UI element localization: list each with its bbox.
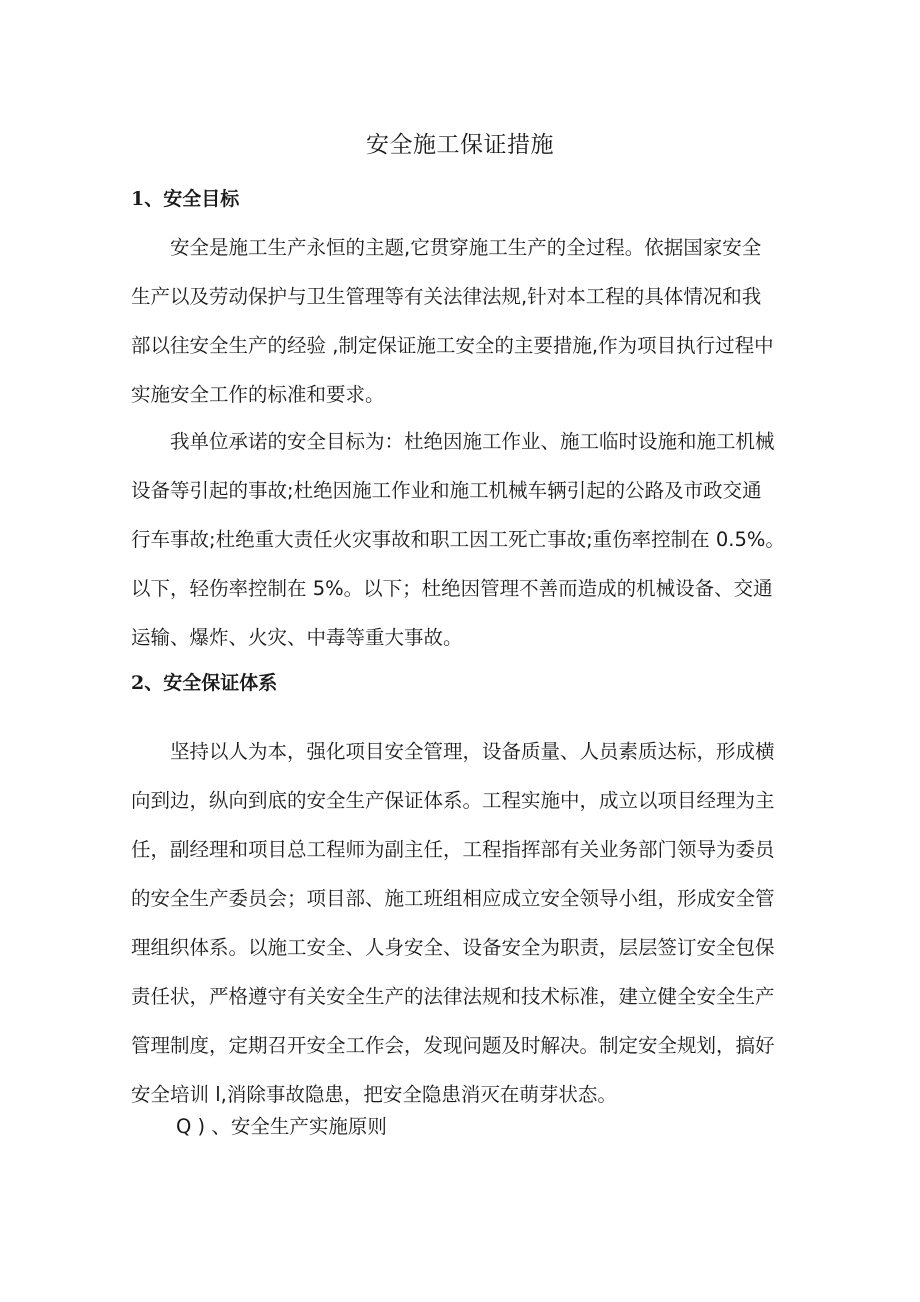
paragraph-line: 的安全生产委员会；项目部、施工班组相应成立安全领导小组，形成安全管 [131,887,775,910]
section-number: 1、 [131,188,164,210]
paragraph-line: 责任状，严格遵守有关安全生产的法律法规和技术标准，建立健全安全生产 [131,985,775,1008]
paragraph-line: 安全是施工生产永恒的主题,它贯穿施工生产的全过程。依据国家安全 [170,236,762,259]
paragraph-line: 设备等引起的事故;杜绝因施工作业和施工机械车辆引起的公路及市政交通 [131,479,762,502]
paragraph-safety-system [131,727,797,1119]
section-heading-safety-goals [131,185,239,213]
paragraph-line: 坚持以人为本，强化项目安全管理，设备质量、人员素质达标，形成横 [170,740,775,763]
paragraph-line: 管理制度，定期召开安全工作会，发现问题及时解决。制定安全规划，搞好 [131,1034,775,1057]
section-heading-safety-system [131,669,277,697]
paragraph-line: 安全培训 l,消除事故隐患，把安全隐患消灭在萌芽状态。 [131,1083,617,1106]
subheading-implementation-principles: Q ) 、安全生产实施原则 [176,1115,387,1138]
paragraph-safety-commitment [131,417,797,662]
paragraph-safety-theme [131,223,797,419]
paragraph-line: 部以往安全生产的经验 ,制定保证施工安全的主要措施,作为项目执行过程中 [131,334,774,357]
paragraph-line: 任，副经理和项目总工程师为副主任，工程指挥部有关业务部门领导为委员 [131,838,775,861]
section-title: 安全目标 [163,188,240,210]
section-number: 2、 [131,672,164,694]
section-title: 安全保证体系 [163,672,278,694]
paragraph-line: 生产以及劳动保护与卫生管理等有关法律法规,针对本工程的具体情况和我 [131,285,762,308]
paragraph-line: 理组织体系。以施工安全、人身安全、设备安全为职责，层层签订安全包保 [131,936,775,959]
paragraph-line: 我单位承诺的安全目标为：杜绝因施工作业、施工临时设施和施工机械 [170,430,775,453]
paragraph-line: 实施安全工作的标准和要求。 [131,383,385,406]
paragraph-line: 行车事故;杜绝重大责任火灾事故和职工因工死亡事故;重伤率控制在 0.5%。 [131,528,785,551]
paragraph-line: 运输、爆炸、火灾、中毒等重大事故。 [131,626,463,649]
page-title: 安全施工保证措施 [366,132,554,158]
paragraph-line: 以下，轻伤率控制在 5%。以下；杜绝因管理不善而造成的机械设备、交通 [131,577,773,600]
paragraph-line: 向到边，纵向到底的安全生产保证体系。工程实施中，成立以项目经理为主 [131,789,775,812]
